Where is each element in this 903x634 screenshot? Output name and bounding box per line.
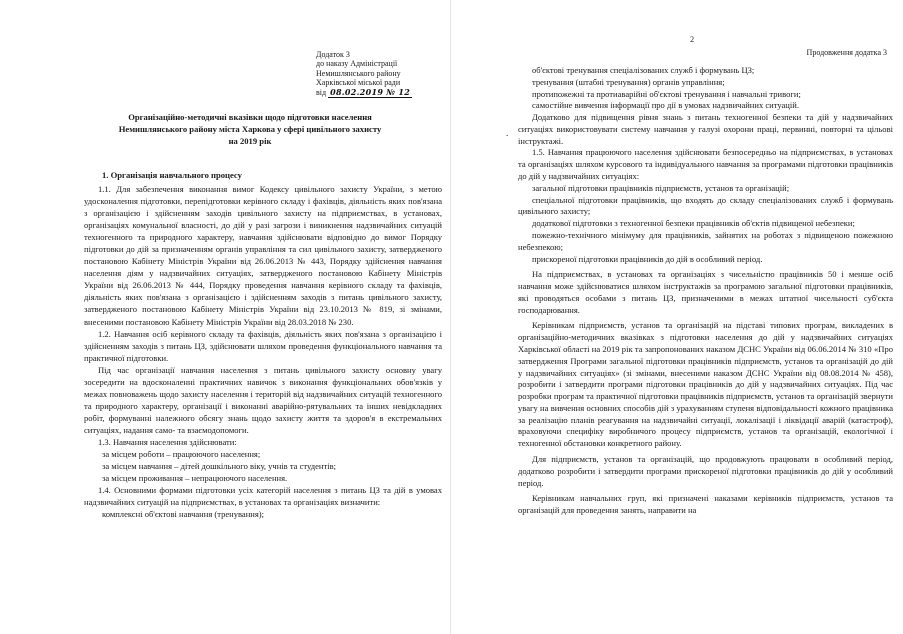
paragraph-1-2b: Під час організації навчання населення з питань цивільного захисту основну увагу зосередити на вдосконаленні практичних навичок з виконання функціональних обов'язків у межах повноважень щодо захисту населення і територій від надзвичайних ситуацій техногенного та природного характеру, організації і виконанні аварійно-рятувальних та інших невідкладних робіт, формуванні належного обсягу знань щодо захисту життя та здоров'я в екстремальних ситуаціях, надання само- та взаємодопомоги.	[84, 364, 442, 435]
approval-date-line	[316, 88, 412, 97]
list-item: тренування (штабні тренування) органів управління;	[532, 76, 725, 87]
list-item: за місцем навчання – дітей дошкільного віку, учнів та студентів;	[102, 461, 336, 472]
program-item: пожежно-технічного мінімуму для працівників, зайнятих на роботах з підвищеною пожежною небезпекою;	[518, 229, 893, 252]
approval-date-prefix: від	[316, 87, 327, 97]
paragraph-1-2: 1.2. Навчання осіб керівного складу та фахівців, діяльність яких пов'язана з організацією і здійсненням заходів з питань ЦЗ, здійснювати шляхом проведення функціонального навчання та практичної підготовки.	[84, 328, 442, 363]
list-item: об'єктові тренування спеціалізованих служб і формувань ЦЗ;	[532, 65, 755, 75]
title-line-1: Організаційно-методичні вказівки щодо підготовки населення	[128, 112, 372, 122]
list-item: самостійне вивчення інформації про дії в умовах надзвичайних ситуацій.	[532, 100, 799, 111]
program-item: прискореної підготовки працівників до дій в особливий період.	[532, 253, 763, 264]
paragraph-1-1: 1.1. Для забезпечення виконання вимог Кодексу цивільного захисту України, з метою удосконалення підготовки, перепідготовки керівного складу і фахівців, діяльність яких пов'язана з організацією і здійсненням заходів цивільного захисту на підприємствах, в установах, організаціях комунальної власності, до дій у разі загрози і виникнення надзвичайних ситуацій техногенного та природного характеру, навчання здійснювати відповідно до вимог Порядку підготовки до дій за призначенням органів управління та сил цивільного захисту, затвердженого постановою Кабінету Міністрів України від 26.06.2013 № 443, Порядку здійснення навчання населення діям у надзвичайних ситуаціях, затвердженого постановою Кабінету Міністрів України від 26.06.2013 № 444, Порядку проведення навчання керівного складу та фахівців, діяльність яких пов'язана з організацією і здійсненням заходів з питань цивільного захисту, затвердженого постановою Кабінету Міністрів України від 23.10.2013 № 819, зі змінами, внесеними постановою Кабінету Міністрів України від 28.03.2018 № 230.	[84, 184, 442, 327]
continuation-label: Продовження додатка 3	[806, 48, 887, 57]
paragraph-special-period: Для підприємств, установ та організацій, що продовжують працювати в особливий період, додатково розробити і затвердити програми прискореної підготовки працівників до дій у особливий період.	[518, 454, 893, 488]
paragraph-1-4: 1.4. Основними формами підготовки усіх категорій населення з питань ЦЗ та дій в умовах надзвичайних ситуацій на підприємствах, в установах та організаціях визначити:	[84, 485, 442, 508]
paragraph-small-enterprises: На підприємствах, в установах та організаціях з чисельністю працівників 50 і менше осіб навчання може здійснюватися шляхом інструктажів за програмою загальної підготовки працівників, які проводяться особами з питань ЦЗ, призначеними в межах штатної чисельності суб'єкта господарювання.	[518, 269, 893, 315]
right-page	[451, 0, 903, 634]
paragraph-managers: Керівникам підприємств, установ та організацій на підставі типових програм, викладених в організаційно-методичних вказівках з підготовки населення до дій у надзвичайних ситуаціях Харківської області на 2019 рік та запропонованих наказом ДСНС України від 06.06.2014 № 310 «Про затвердження Програми загальної підготовки працівників підприємств, установ та організацій до дій у надзвичайних ситуаціях» (зі змінами, внесеними наказом ДСНС України від 08.08.2014 № 458), розробити і затвердити програми підготовки працівників до дій у надзвичайних ситуаціях. Під час розробки програм та практичної підготовки працівників підприємств, установ та організацій звернути увагу на вивчення основних способів дій з урахуванням ступеня відповідальності кожного працівника за реалізацію планів реагування на надзвичайні ситуації, локалізації і ліквідації аварій (катастроф), враховуючи специфіку виробничого процесу підприємств, установ та організацій, екологічної і техногенної обстановки конкретного району.	[518, 320, 893, 449]
approval-council: Харківської міської ради	[316, 78, 401, 88]
title-line-2: Немишлянського району міста Харкова у сфері цивільного захисту	[118, 124, 382, 134]
approval-date-handwritten: 08.02.2019 № 12	[330, 86, 411, 97]
approval-order: до наказу Адміністрації	[316, 59, 398, 69]
paragraph-extra-training: Додатково для підвищення рівня знань з питань техногенної безпеки та дій у надзвичайних ситуаціях використовувати систему навчання у галузі охорони праці, первинні, повторні та цільові інструктажі.	[518, 112, 893, 146]
approval-district: Немишлянського району	[316, 68, 401, 78]
program-item: додаткової підготовки з техногенної безпеки працівників об'єктів підвищеної небезпеки;	[532, 218, 855, 229]
title-line-3: на 2019 рік	[228, 136, 272, 146]
left-body	[84, 169, 442, 520]
program-item: спеціальної підготовки працівників, що входять до складу спеціалізованих служб і формувань цивільного захисту;	[518, 194, 893, 217]
list-item: протипожежні та протиаварійні об'єктові тренування і навчальні тривоги;	[532, 88, 801, 99]
document-title	[90, 111, 410, 147]
left-page	[0, 0, 451, 634]
approval-annex: Додаток 3	[316, 50, 350, 59]
program-item: загальної підготовки працівників підприємств, установ та організацій;	[532, 182, 790, 193]
margin-mark: .	[506, 128, 509, 138]
approval-block	[316, 50, 412, 97]
paragraph-group-leaders: Керівникам навчальних груп, які призначені наказами керівників підприємств, установ та організацій для проведення занять, направити на	[518, 493, 893, 516]
list-item: за місцем проживання – непрацюючого населення.	[102, 473, 288, 484]
page-number: 2	[690, 35, 695, 44]
paragraph-1-5: 1.5. Навчання працюючого населення здійснювати безпосередньо на підприємствах, в установах та організаціях шляхом курсового та індивідуального навчання за програмами підготовки працівників до дій у надзвичайних ситуаціях:	[518, 147, 893, 182]
list-item: комплексні об'єктові навчання (тренування);	[102, 509, 265, 520]
paragraph-1-3: 1.3. Навчання населення здійснювати:	[98, 436, 237, 447]
list-item: за місцем роботи – працюючого населення;	[102, 449, 261, 460]
right-body	[518, 65, 893, 517]
section-heading: 1. Організація навчального процесу	[102, 170, 242, 180]
